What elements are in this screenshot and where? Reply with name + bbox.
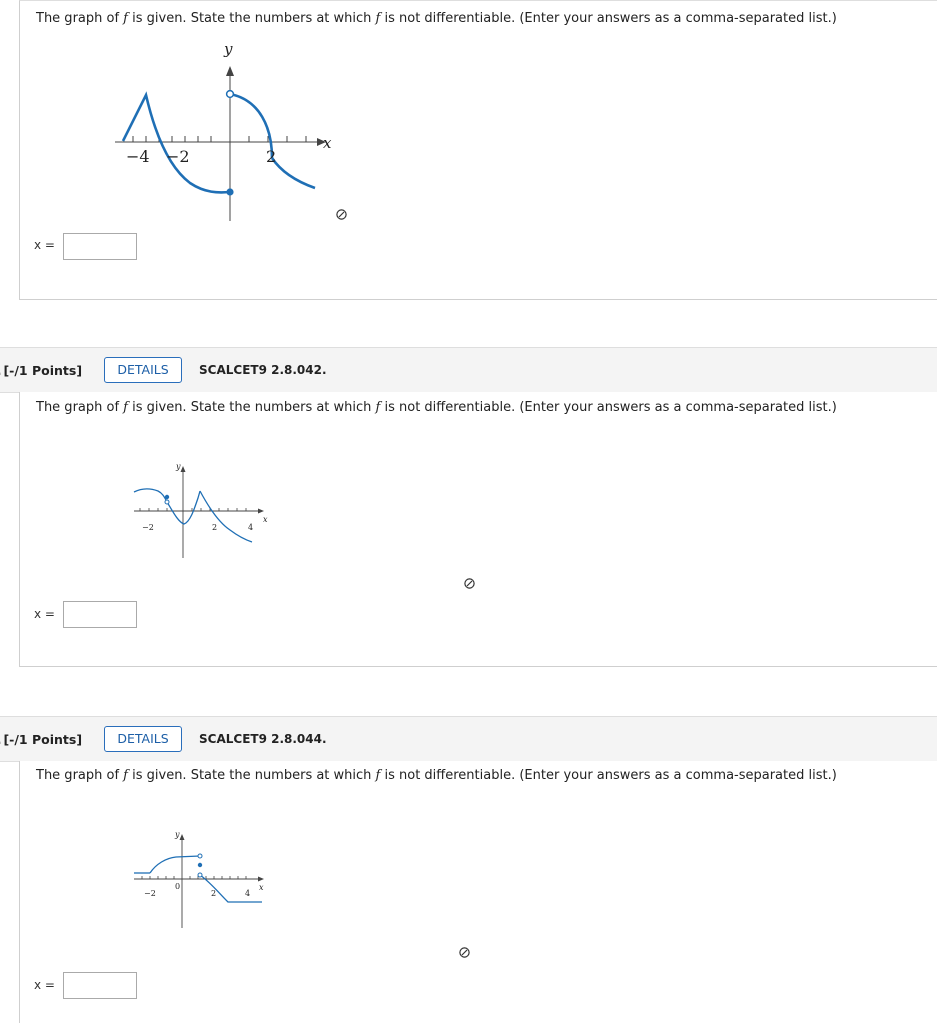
answer-label: x = [34, 607, 55, 621]
curve-left [123, 95, 230, 192]
question-9-prompt: The graph of f is given. State the numbers at which f is not differentiable. (Enter your answers as a comma-separated list.) [36, 768, 837, 783]
curve-left [134, 489, 167, 502]
y-axis-arrow [226, 66, 234, 76]
answer-label: x = [34, 238, 55, 252]
x-axis-arrow [258, 877, 264, 882]
y-axis-label: y [224, 40, 233, 58]
question-9-header [0, 716, 937, 762]
closed-point [165, 495, 169, 499]
question-9-graph [128, 826, 278, 930]
question-8-prompt: The graph of f is given. State the numbers at which f is not differentiable. (Enter your answers as a comma-separated list.) [36, 400, 837, 415]
x-ticks [142, 876, 246, 879]
answer-input-q8[interactable] [63, 601, 137, 628]
tick-label: 0 [175, 882, 181, 891]
tick-label: 4 [245, 889, 251, 898]
question-reference: SCALCET9 2.8.042. [199, 363, 327, 377]
answer-input-q7[interactable] [63, 233, 137, 260]
details-button[interactable]: DETAILS [104, 726, 182, 752]
info-icon[interactable] [459, 947, 470, 958]
open-point [227, 91, 234, 98]
open-point [198, 873, 202, 877]
curve-middle [167, 491, 200, 524]
tick-label: 2 [266, 147, 277, 166]
closed-point [226, 188, 233, 195]
y-axis-arrow [181, 466, 186, 472]
tick-label: 4 [248, 523, 254, 532]
answer-label: x = [34, 978, 55, 992]
question-7-graph [110, 38, 340, 224]
tick-label: −2 [144, 889, 156, 898]
curve-right [200, 491, 252, 542]
open-point [165, 500, 169, 504]
y-axis-label: y [175, 830, 180, 839]
points-label: [-/1 Points] [3, 732, 83, 747]
x-axis-label: x [263, 515, 268, 524]
tick-label: −2 [142, 523, 154, 532]
info-icon[interactable] [336, 209, 347, 220]
question-reference: SCALCET9 2.8.044. [199, 732, 327, 746]
y-axis-arrow [180, 834, 185, 840]
tick-label: −4 [126, 147, 150, 166]
question-8-header [0, 347, 937, 393]
x-axis-arrow [258, 509, 264, 514]
info-icon[interactable] [464, 578, 475, 589]
curve-right [272, 158, 315, 188]
x-axis-label: x [259, 883, 264, 892]
tick-label: 2 [211, 889, 217, 898]
y-axis-label: y [176, 462, 181, 471]
answer-input-q9[interactable] [63, 972, 137, 999]
x-axis-label: x [323, 134, 332, 152]
open-point [198, 854, 202, 858]
details-button[interactable]: DETAILS [104, 357, 182, 383]
curve-middle [150, 856, 200, 873]
tick-label: 2 [212, 523, 218, 532]
tick-label: −2 [166, 147, 190, 166]
question-8-graph [128, 458, 278, 562]
closed-point [198, 863, 202, 867]
points-label: [-/1 Points] [3, 363, 83, 378]
question-7-prompt: The graph of f is given. State the numbers at which f is not differentiable. (Enter your answers as a comma-separated list.) [36, 11, 837, 26]
